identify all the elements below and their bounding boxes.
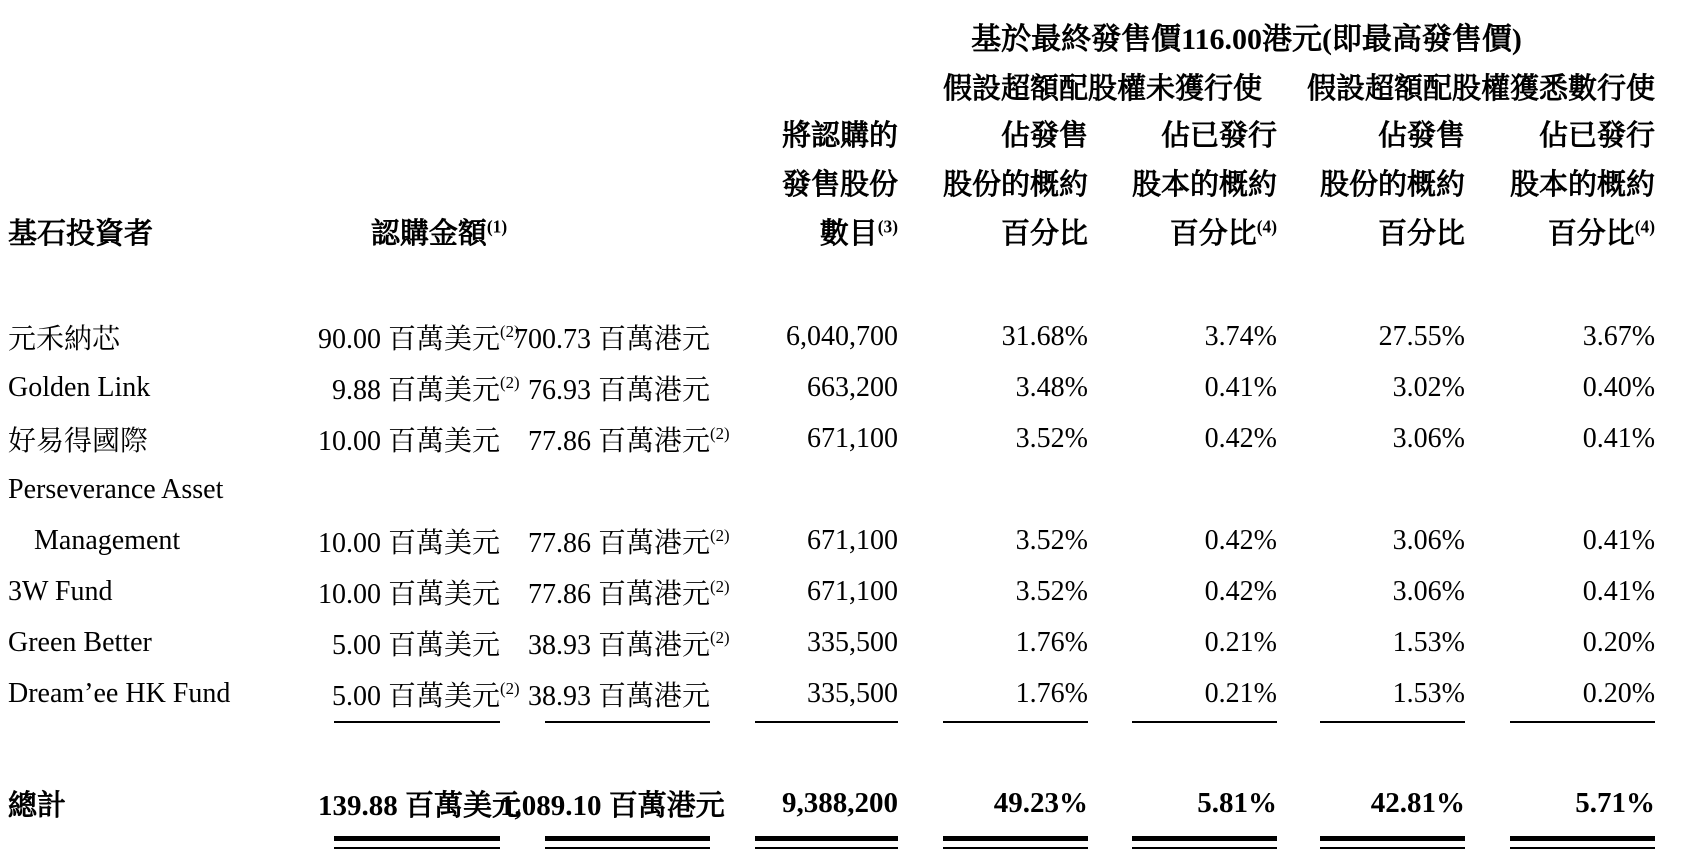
total-shares-count: 9,388,200: [782, 787, 898, 819]
pct-column-rule: [1465, 719, 1655, 731]
pct-offer-header-line-2: 股份的概約: [1319, 169, 1465, 201]
shares-count: 663,200: [807, 371, 898, 403]
header-spacer: [1655, 12, 1682, 60]
hkd-total-rule: [500, 824, 710, 862]
shares-count: 335,500: [807, 677, 898, 709]
footnote-marker: (1): [486, 216, 508, 237]
usd-amount: [318, 464, 500, 515]
subscription-amount-column-header: [318, 112, 710, 259]
pct-total-rule: [1088, 824, 1277, 862]
pct-offer-shares-column-header-no-exercise: [898, 112, 1088, 259]
pct-capital-full-exercise: [1465, 464, 1655, 515]
usd-total-rule: [318, 824, 500, 862]
row-spacer: [1655, 362, 1682, 413]
pct-capital-no-exercise: 0.42%: [1204, 575, 1277, 607]
pct-total-rule: [898, 824, 1088, 862]
table-row: [0, 566, 1682, 617]
shares-count: [710, 464, 898, 515]
pct-offer-full-exercise: 1.53%: [1392, 677, 1465, 709]
table-row: [0, 617, 1682, 668]
footnote-marker: (3): [877, 216, 898, 237]
pct-capital-no-exercise: 0.42%: [1204, 422, 1277, 454]
hkd-amount: 38.93 百萬港元: [527, 680, 710, 712]
pct-offer-no-exercise: 3.52%: [1015, 422, 1088, 454]
table-footer: [0, 719, 1682, 862]
subtotal-rule-row: [0, 719, 1682, 731]
investor-name: Green Better: [8, 626, 152, 658]
shares-column-rule: [710, 719, 898, 731]
shares-total-rule: [710, 824, 898, 862]
header-spacer: [0, 12, 898, 60]
pct-offer-header-line-1: 佔發售: [1000, 120, 1088, 152]
usd-amount: 10.00 百萬美元: [318, 425, 501, 457]
pct-offer-full-exercise: 3.06%: [1392, 575, 1465, 607]
rule-spacer: [1655, 719, 1682, 731]
table-row: [0, 464, 1682, 515]
pct-capital-full-exercise: 0.41%: [1582, 575, 1656, 607]
pct-offer-full-exercise: 3.06%: [1392, 422, 1465, 454]
scenario-header-row: [0, 60, 1682, 112]
hkd-amount: 77.86 百萬港元$^{(2)}$: [527, 526, 730, 559]
table-row: [0, 362, 1682, 413]
pct-capital-full-exercise: 0.20%: [1582, 677, 1656, 709]
total-hkd-amount: 1,089.10 百萬港元: [500, 790, 725, 822]
usd-amount: 10.00 百萬美元: [318, 578, 501, 610]
pct-offer-no-exercise: 1.76%: [1015, 626, 1088, 658]
rule-spacer: [1655, 783, 1682, 824]
pct-capital-full-exercise: 0.41%: [1582, 422, 1656, 454]
subscription-amount-label: 認購金額: [370, 218, 487, 250]
shares-count: 671,100: [807, 524, 898, 556]
pct-offer-no-exercise: 3.52%: [1015, 524, 1088, 556]
pct-capital-header-line-3-text: 百分比: [1169, 218, 1257, 250]
hkd-amount: 77.86 百萬港元$^{(2)}$: [527, 577, 730, 610]
rule-spacer: [0, 824, 318, 862]
table-row: [0, 515, 1682, 566]
header-gap: [0, 259, 1682, 311]
usd-amount: 9.88 百萬美元$^{(2)}$: [331, 373, 520, 406]
hkd-amount: 77.86 百萬港元$^{(2)}$: [527, 424, 730, 457]
usd-column-rule: [318, 719, 500, 731]
shares-header-line-3-text: 數目: [819, 218, 878, 250]
shares-count: 6,040,700: [786, 320, 898, 352]
pct-column-rule: [898, 719, 1088, 731]
investor-name: Dream’ee HK Fund: [8, 677, 231, 709]
pct-offer-shares-column-header-full-exercise: [1277, 112, 1465, 259]
total-pct-offer-full-exercise: 42.81%: [1370, 787, 1465, 819]
usd-amount: 10.00 百萬美元: [318, 527, 501, 559]
header-spacer: [1655, 112, 1682, 259]
row-spacer: [1655, 566, 1682, 617]
header-spacer: [1655, 60, 1682, 112]
shares-header-line-3: [710, 210, 898, 259]
row-spacer: [1655, 617, 1682, 668]
investor-name: 3W Fund: [8, 575, 113, 607]
pct-offer-header-line-2: 股份的概約: [942, 169, 1088, 201]
column-header-row: [0, 112, 1682, 259]
pct-capital-full-exercise: 0.40%: [1582, 371, 1656, 403]
row-spacer: [1655, 515, 1682, 566]
pct-capital-no-exercise: 0.42%: [1204, 524, 1277, 556]
price-basis-row: [0, 12, 1682, 60]
pct-offer-full-exercise: 3.02%: [1392, 371, 1465, 403]
shares-count: 335,500: [807, 626, 898, 658]
shares-count: 671,100: [807, 575, 898, 607]
pct-offer-no-exercise: 3.48%: [1015, 371, 1088, 403]
scenario-header-no-exercise: 假設超額配股權未獲行使: [942, 72, 1262, 105]
pct-column-rule: [1277, 719, 1465, 731]
scenario-header-full-exercise: 假設超額配股權獲悉數行使: [1307, 72, 1656, 105]
usd-amount: 5.00 百萬美元: [331, 629, 500, 661]
total-row: [0, 783, 1682, 824]
usd-amount: 90.00 百萬美元$^{(2)}$: [318, 322, 520, 355]
total-pct-capital-no-exercise: 5.81%: [1197, 787, 1277, 819]
pct-offer-full-exercise: 27.55%: [1378, 320, 1465, 352]
pct-offer-header-line-3: 百分比: [1000, 218, 1088, 250]
pct-capital-header-line-2: 股本的概約: [1131, 169, 1277, 201]
shares-header-line-2: 發售股份: [781, 169, 898, 201]
pct-offer-full-exercise: 3.06%: [1392, 524, 1465, 556]
table-row: [0, 311, 1682, 362]
pct-capital-no-exercise: 3.74%: [1204, 320, 1277, 352]
total-pct-offer-no-exercise: 49.23%: [993, 787, 1088, 819]
total-usd-amount: 139.88 百萬美元: [318, 790, 522, 822]
usd-amount: 5.00 百萬美元$^{(2)}$: [331, 679, 520, 712]
pct-capital-no-exercise: 0.21%: [1204, 626, 1277, 658]
pct-capital-full-exercise: 0.20%: [1582, 626, 1656, 658]
shares-column-header: [710, 112, 898, 259]
cornerstone-investors-table: [0, 12, 1682, 862]
pct-offer-no-exercise: 3.52%: [1015, 575, 1088, 607]
rule-spacer: [1655, 824, 1682, 862]
hkd-amount: 38.93 百萬港元$^{(2)}$: [527, 628, 730, 661]
pct-offer-full-exercise: 1.53%: [1392, 626, 1465, 658]
footnote-marker: (4): [1256, 216, 1277, 237]
pct-capital-full-exercise: 0.41%: [1582, 524, 1656, 556]
table-header: [0, 12, 1682, 259]
hkd-amount: 76.93 百萬港元: [527, 374, 710, 406]
header-spacer: [0, 60, 898, 112]
investor-name: Golden Link: [8, 371, 151, 403]
pct-issued-capital-column-header-no-exercise: [1088, 112, 1277, 259]
pct-total-rule: [1465, 824, 1655, 862]
pct-capital-header-line-3-text: 百分比: [1547, 218, 1635, 250]
pct-capital-header-line-1: 佔已發行: [1539, 120, 1656, 152]
pct-capital-header-line-2: 股本的概約: [1510, 169, 1656, 201]
investor-name: 好易得國際: [8, 425, 149, 457]
investor-name: 元禾納芯: [8, 323, 121, 355]
hkd-amount: [500, 464, 710, 515]
row-spacer: [1655, 413, 1682, 464]
table-row: [0, 413, 1682, 464]
table-row: [0, 668, 1682, 719]
row-spacer: [1655, 668, 1682, 719]
pct-offer-full-exercise: [1277, 464, 1465, 515]
price-basis-header: 基於最終發售價116.00港元(即最高發售價): [971, 23, 1522, 56]
pct-offer-no-exercise: 1.76%: [1015, 677, 1088, 709]
pct-capital-header-line-3: [1465, 210, 1655, 259]
pct-capital-no-exercise: 0.21%: [1204, 677, 1277, 709]
investor-column-header: 基石投資者: [8, 218, 154, 250]
hkd-amount: 700.73 百萬港元: [513, 323, 710, 355]
investor-name: Perseverance Asset: [8, 473, 224, 505]
pct-offer-header-line-1: 佔發售: [1377, 120, 1465, 152]
rule-spacer: [0, 719, 318, 731]
total-pct-capital-full-exercise: 5.71%: [1575, 787, 1656, 819]
shares-count: 671,100: [807, 422, 898, 454]
total-double-rule-row: [0, 824, 1682, 862]
investor-name: Management: [34, 524, 181, 556]
pct-capital-full-exercise: 3.67%: [1582, 320, 1656, 352]
pct-offer-no-exercise: 31.68%: [1001, 320, 1088, 352]
pre-total-gap: [0, 731, 1682, 783]
shares-header-line-1: 將認購的: [781, 120, 898, 152]
row-spacer: [1655, 464, 1682, 515]
pct-capital-header-line-1: 佔已發行: [1160, 120, 1277, 152]
pct-total-rule: [1277, 824, 1465, 862]
pct-column-rule: [1088, 719, 1277, 731]
table-body: [0, 259, 1682, 719]
pct-capital-no-exercise: [1088, 464, 1277, 515]
pct-offer-header-line-3: 百分比: [1377, 218, 1465, 250]
pct-capital-no-exercise: 0.41%: [1204, 371, 1277, 403]
pct-issued-capital-column-header-full-exercise: [1465, 112, 1655, 259]
hkd-column-rule: [500, 719, 710, 731]
total-label: 總計: [8, 790, 67, 822]
row-spacer: [1655, 311, 1682, 362]
pct-offer-no-exercise: [898, 464, 1088, 515]
pct-capital-header-line-3: [1088, 210, 1277, 259]
footnote-marker: (4): [1634, 216, 1656, 237]
